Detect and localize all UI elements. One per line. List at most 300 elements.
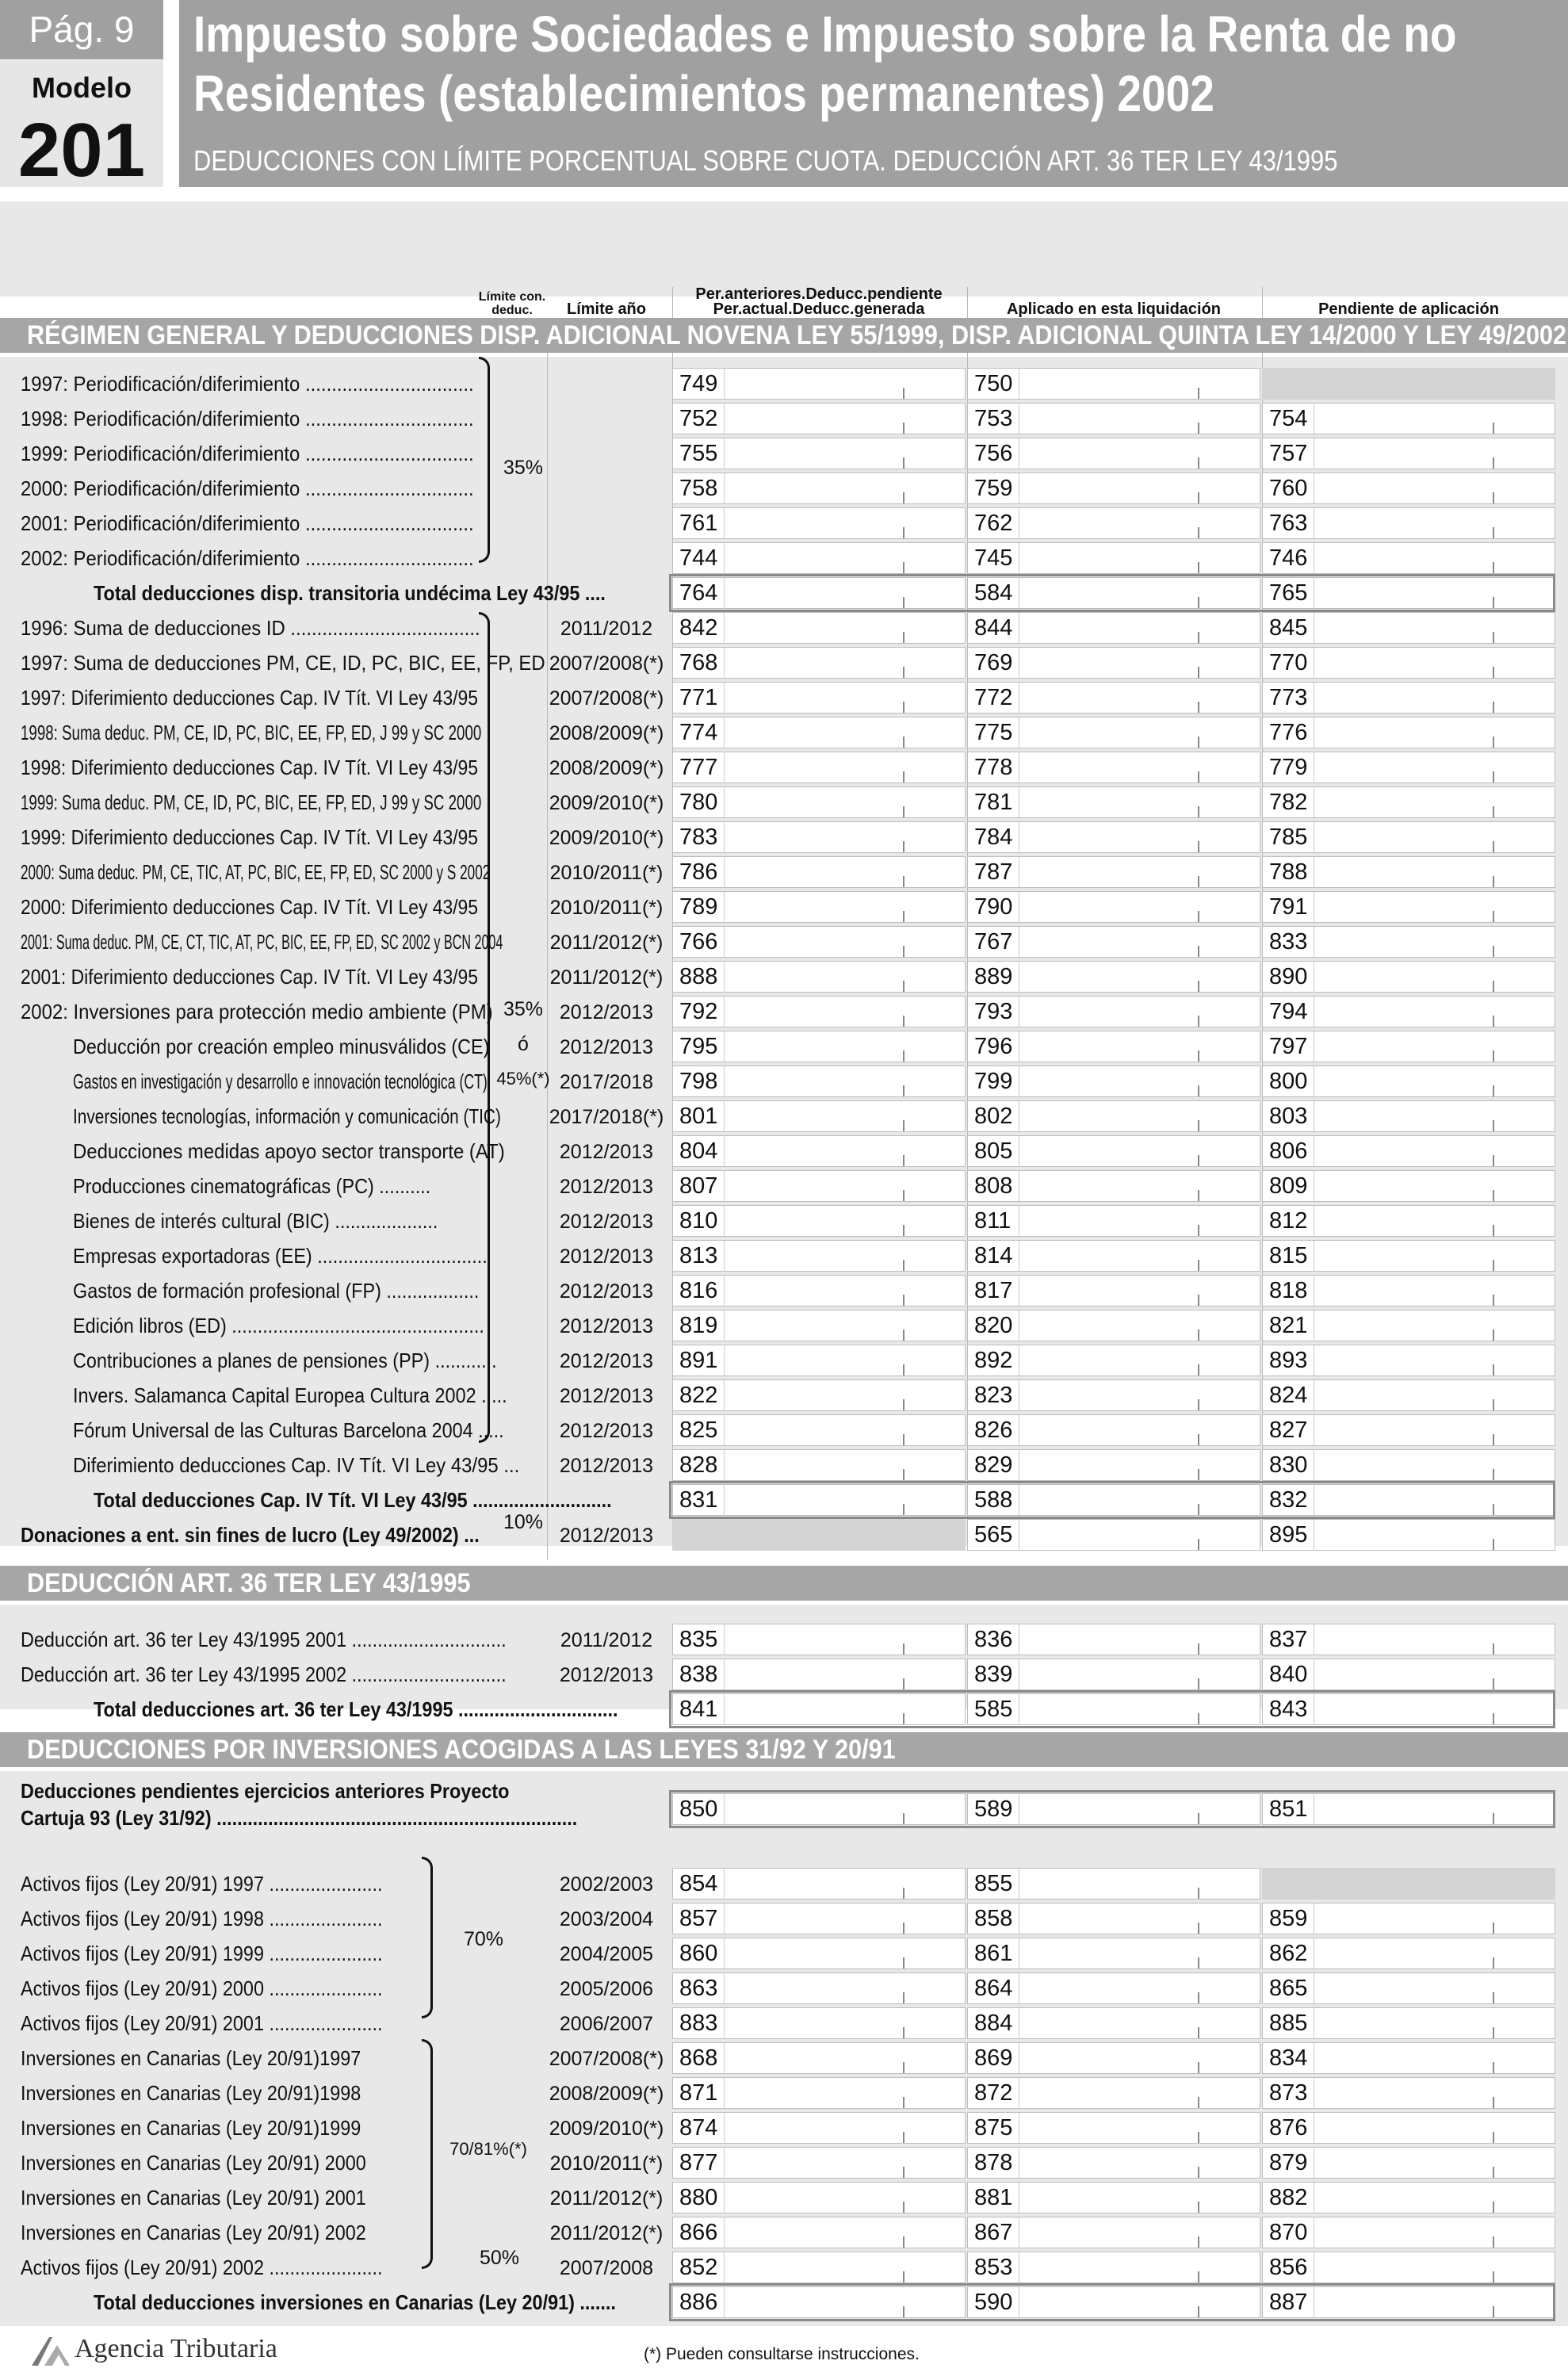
decimal-mark: [1493, 1364, 1494, 1375]
amount-field[interactable]: [1262, 2007, 1555, 2039]
decimal-mark: [1493, 1399, 1494, 1410]
amount-field[interactable]: [1262, 1205, 1555, 1237]
amount-field[interactable]: [672, 1414, 966, 1446]
amount-field[interactable]: [967, 1449, 1260, 1481]
decimal-mark: [1493, 1190, 1494, 1201]
box-code: 807: [679, 1173, 718, 1199]
amount-field[interactable]: [1262, 2252, 1555, 2283]
amount-field[interactable]: [672, 2042, 966, 2074]
amount-field[interactable]: [672, 821, 966, 853]
section-inversiones: DEDUCCIONES POR INVERSIONES ACOGIDAS A LAS LEYES 31/92 Y 20/91: [0, 1732, 1568, 1767]
amount-field[interactable]: [967, 1379, 1260, 1411]
box-code: 850: [679, 1796, 718, 1822]
amount-field[interactable]: [967, 1205, 1260, 1237]
decimal-mark: [1493, 1957, 1494, 1969]
box-code: 885: [1269, 2011, 1308, 2036]
box-code: 767: [974, 929, 1013, 955]
row-year: 2009/2010(*): [549, 792, 664, 814]
amount-field[interactable]: [967, 2007, 1260, 2039]
decimal-mark: [903, 492, 904, 503]
amount-field[interactable]: [967, 473, 1260, 504]
box-code: 857: [679, 1906, 718, 1931]
decimal-mark: [1198, 2097, 1199, 2108]
amount-field[interactable]: [1262, 1414, 1555, 1446]
decimal-mark: [1198, 1016, 1199, 1027]
disabled-cell: [1262, 368, 1555, 400]
amount-field[interactable]: [672, 2112, 966, 2144]
decimal-mark: [1493, 2132, 1494, 2143]
decimal-mark: [1198, 2062, 1199, 2073]
decimal-mark: [903, 1330, 904, 1341]
amount-field[interactable]: [967, 2042, 1260, 2074]
decimal-mark: [1198, 1399, 1199, 1410]
box-code: 838: [679, 1662, 718, 1687]
decimal-mark: [1493, 1155, 1494, 1166]
amount-field[interactable]: [1262, 2077, 1555, 2109]
box-code: 892: [974, 1348, 1013, 1373]
box-code: 785: [1269, 825, 1308, 850]
row-year: 2012/2013: [559, 1245, 654, 1268]
row-label: 1997: Periodificación/diferimiento ................................: [21, 372, 474, 396]
amount-field[interactable]: [1262, 786, 1555, 818]
amount-field[interactable]: [672, 1275, 966, 1307]
box-code: 866: [679, 2220, 718, 2245]
amount-field[interactable]: [967, 1135, 1260, 1167]
amount-field[interactable]: [1262, 821, 1555, 853]
amount-field[interactable]: [967, 1659, 1260, 1690]
page-subtitle: DEDUCCIONES CON LÍMITE PORCENTUAL SOBRE CUOTA. DEDUCCIÓN ART. 36 TER LEY 43/1995: [193, 144, 1338, 177]
amount-field[interactable]: [672, 1205, 966, 1237]
row-label: 1998: Periodificación/diferimiento ................................: [21, 407, 474, 430]
decimal-mark: [1493, 911, 1494, 922]
decimal-mark: [903, 911, 904, 922]
decimal-mark: [903, 1643, 904, 1655]
box-code: 818: [1269, 1278, 1308, 1303]
code-divider: [724, 438, 725, 469]
decimal-mark: [1198, 911, 1199, 922]
row-label: 2000: Suma deduc. PM, CE, TIC, AT, PC, BIC, EE, FP, ED, SC 2000 y S 2002: [21, 860, 491, 884]
box-code: 788: [1269, 859, 1308, 885]
box-code: 808: [974, 1173, 1013, 1199]
box-code: 588: [974, 1487, 1013, 1513]
amount-field[interactable]: [672, 2077, 966, 2109]
box-code: 873: [1269, 2080, 1308, 2106]
box-code: 829: [974, 1452, 1013, 1478]
amount-field[interactable]: [1262, 2112, 1555, 2144]
amount-field[interactable]: [1262, 2217, 1555, 2248]
box-code: 763: [1269, 511, 1308, 536]
amount-field[interactable]: [967, 1903, 1260, 1934]
box-code: 758: [679, 476, 718, 501]
decimal-mark: [1493, 946, 1494, 957]
decimal-mark: [903, 562, 904, 573]
amount-field[interactable]: [672, 2007, 966, 2039]
amount-field[interactable]: [1262, 961, 1555, 993]
amount-field[interactable]: [1262, 1100, 1555, 1132]
decimal-mark: [1198, 1539, 1199, 1550]
decimal-mark: [1493, 1295, 1494, 1306]
amount-field[interactable]: [1262, 1135, 1555, 1167]
decimal-mark: [1493, 1120, 1494, 1131]
row-year: 2012/2013: [559, 1036, 654, 1058]
amount-field[interactable]: [672, 1972, 966, 2004]
amount-field[interactable]: [967, 1345, 1260, 1376]
amount-field[interactable]: [672, 682, 966, 714]
code-divider: [724, 2043, 725, 2073]
box-code: 839: [974, 1662, 1013, 1687]
amount-field[interactable]: [967, 612, 1260, 644]
amount-field[interactable]: [672, 786, 966, 818]
amount-field[interactable]: [672, 2217, 966, 2248]
amount-field[interactable]: [1262, 752, 1555, 783]
amount-field[interactable]: [1262, 438, 1555, 469]
decimal-mark: [1198, 1295, 1199, 1306]
box-code: 851: [1269, 1796, 1308, 1822]
code-divider: [724, 1450, 725, 1480]
decimal-mark: [1198, 1050, 1199, 1062]
amount-field[interactable]: [967, 1938, 1260, 1969]
amount-field[interactable]: [672, 2147, 966, 2179]
amount-field[interactable]: [672, 926, 966, 958]
box-code: 775: [974, 720, 1013, 745]
amount-field[interactable]: [672, 403, 966, 434]
modelo-number: 201: [17, 108, 146, 193]
decimal-mark: [1198, 2027, 1199, 2038]
code-divider: [724, 1171, 725, 1201]
amount-field[interactable]: [967, 821, 1260, 853]
total-row-frame: [669, 1481, 1555, 1519]
row-label: 2002: Inversiones para protección medio ambiente (PM): [21, 1000, 493, 1023]
row-label: Activos fijos (Ley 20/91) 2002 ......................: [21, 2255, 383, 2279]
decimal-mark: [1493, 2271, 1494, 2282]
box-code: 863: [679, 1976, 718, 2001]
box-code: 781: [974, 790, 1013, 815]
amount-field[interactable]: [967, 2182, 1260, 2213]
box-code: 755: [679, 441, 718, 466]
amount-field[interactable]: [1262, 856, 1555, 888]
box-code: 833: [1269, 929, 1308, 955]
amount-field[interactable]: [1262, 996, 1555, 1027]
decimal-mark: [1198, 946, 1199, 957]
amount-field[interactable]: [967, 2252, 1260, 2283]
amount-field[interactable]: [967, 752, 1260, 783]
decimal-mark: [903, 1050, 904, 1062]
decimal-mark: [1198, 632, 1199, 643]
code-divider: [724, 997, 725, 1027]
amount-field[interactable]: [1262, 612, 1555, 644]
amount-field[interactable]: [1262, 2042, 1555, 2074]
box-code: 880: [679, 2185, 718, 2210]
box-code: 794: [1269, 999, 1308, 1024]
code-divider: [724, 1206, 725, 1236]
box-code: 842: [679, 615, 718, 641]
amount-field[interactable]: [967, 2077, 1260, 2109]
row-year: 2009/2010(*): [549, 827, 664, 849]
amount-field[interactable]: [967, 1519, 1260, 1551]
decimal-mark: [903, 2236, 904, 2248]
box-code: 744: [679, 545, 718, 571]
decimal-mark: [1198, 1120, 1199, 1131]
decimal-mark: [903, 2097, 904, 2108]
box-code: 770: [1269, 650, 1308, 675]
amount-field[interactable]: [1262, 2182, 1555, 2213]
box-code: 757: [1269, 441, 1308, 466]
amount-field[interactable]: [672, 1938, 966, 1969]
amount-field[interactable]: [1262, 682, 1555, 714]
amount-field[interactable]: [672, 2182, 966, 2213]
decimal-mark: [1198, 2202, 1199, 2213]
amount-field[interactable]: [967, 542, 1260, 574]
amount-field[interactable]: [967, 717, 1260, 748]
box-code: 813: [679, 1243, 718, 1268]
row-label: 1998: Diferimiento deducciones Cap. IV Tít. VI Ley 43/95: [21, 756, 479, 779]
amount-field[interactable]: [672, 1659, 966, 1690]
amount-field[interactable]: [1262, 473, 1555, 504]
col-pendiente: Pendiente de aplicación: [1318, 300, 1499, 318]
amount-field[interactable]: [672, 856, 966, 888]
row-label: Activos fijos (Ley 20/91) 1999 ......................: [21, 1942, 383, 1965]
amount-field[interactable]: [967, 1100, 1260, 1132]
decimal-mark: [1493, 423, 1494, 434]
row-label: Inversiones en Canarias (Ley 20/91) 2002: [21, 2221, 366, 2244]
box-code: 875: [974, 2115, 1013, 2141]
box-code: 826: [974, 1418, 1013, 1443]
decimal-mark: [1198, 841, 1199, 852]
amount-field[interactable]: [1262, 1379, 1555, 1411]
amount-field[interactable]: [1262, 1310, 1555, 1341]
amount-field[interactable]: [967, 1170, 1260, 1202]
amount-field[interactable]: [1262, 542, 1555, 574]
box-code: 759: [974, 476, 1013, 501]
decimal-mark: [1493, 632, 1494, 643]
amount-field[interactable]: [1262, 1938, 1555, 1969]
amount-field[interactable]: [672, 1100, 966, 1132]
box-code: 854: [679, 1871, 718, 1896]
amount-field[interactable]: [1262, 926, 1555, 958]
box-code: 769: [974, 650, 1013, 675]
box-code: 864: [974, 1976, 1013, 2001]
row-label: 1998: Suma deduc. PM, CE, ID, PC, BIC, EE, FP, ED, J 99 y SC 2000: [21, 721, 482, 744]
decimal-mark: [1493, 876, 1494, 887]
box-code: 774: [679, 720, 718, 745]
amount-field[interactable]: [672, 1449, 966, 1481]
brace-deducciones: [479, 612, 490, 1443]
amount-field[interactable]: [1262, 403, 1555, 434]
box-code: 804: [679, 1138, 718, 1164]
amount-field[interactable]: [672, 542, 966, 574]
decimal-mark: [903, 1085, 904, 1096]
box-code: 750: [974, 371, 1013, 396]
amount-field[interactable]: [672, 473, 966, 504]
row-year: 2008/2009(*): [549, 2083, 664, 2105]
amount-field[interactable]: [967, 961, 1260, 993]
amount-field[interactable]: [1262, 1170, 1555, 1202]
amount-field[interactable]: [672, 1170, 966, 1202]
box-code: 890: [1269, 964, 1308, 989]
amount-field[interactable]: [672, 1903, 966, 1934]
decimal-mark: [1198, 737, 1199, 748]
box-code: 835: [679, 1627, 718, 1652]
amount-field[interactable]: [967, 403, 1260, 434]
decimal-mark: [1198, 562, 1199, 573]
amount-field[interactable]: [1262, 1972, 1555, 2004]
amount-field[interactable]: [672, 1868, 966, 1900]
decimal-mark: [1198, 981, 1199, 992]
amount-field[interactable]: [672, 1240, 966, 1272]
amount-field[interactable]: [967, 891, 1260, 923]
amount-field[interactable]: [1262, 1240, 1555, 1272]
decimal-mark: [1493, 771, 1494, 782]
amount-field[interactable]: [672, 1345, 966, 1376]
amount-field[interactable]: [967, 1414, 1260, 1446]
amount-field[interactable]: [1262, 2147, 1555, 2179]
decimal-mark: [1198, 1225, 1199, 1236]
amount-field[interactable]: [672, 891, 966, 923]
amount-field[interactable]: [967, 996, 1260, 1027]
decimal-mark: [1493, 2062, 1494, 2073]
amount-field[interactable]: [967, 682, 1260, 714]
box-code: 746: [1269, 545, 1308, 571]
amount-field[interactable]: [1262, 1275, 1555, 1307]
decimal-mark: [903, 1469, 904, 1480]
amount-field[interactable]: [672, 1379, 966, 1411]
amount-field[interactable]: [672, 507, 966, 539]
decimal-mark: [1493, 492, 1494, 503]
row-label: 1999: Suma deduc. PM, CE, ID, PC, BIC, EE, FP, ED, J 99 y SC 2000: [21, 790, 482, 814]
box-code: 828: [679, 1452, 718, 1478]
amount-field[interactable]: [672, 368, 966, 400]
amount-field[interactable]: [967, 2217, 1260, 2248]
amount-field[interactable]: [967, 1240, 1260, 1272]
amount-field[interactable]: [1262, 1031, 1555, 1062]
amount-field[interactable]: [967, 1310, 1260, 1341]
row-year: 2010/2011(*): [549, 862, 664, 884]
amount-field[interactable]: [967, 786, 1260, 818]
amount-field[interactable]: [1262, 891, 1555, 923]
amount-field[interactable]: [1262, 717, 1555, 748]
amount-field[interactable]: [1262, 1624, 1555, 1655]
decimal-mark: [1198, 1992, 1199, 2003]
row-year: 2006/2007: [559, 2013, 654, 2035]
amount-field[interactable]: [1262, 507, 1555, 539]
amount-field[interactable]: [967, 1066, 1260, 1097]
box-code: 801: [679, 1104, 718, 1129]
box-code: 803: [1269, 1104, 1308, 1129]
row-year: 2005/2006: [559, 1978, 654, 2000]
amount-field[interactable]: [967, 856, 1260, 888]
box-code: 812: [1269, 1208, 1308, 1234]
decimal-mark: [1198, 492, 1199, 503]
code-divider: [724, 1903, 725, 1934]
amount-field[interactable]: [967, 2112, 1260, 2144]
row-label: Inversiones en Canarias (Ley 20/91)1998: [21, 2081, 361, 2105]
box-code: 841: [679, 1697, 718, 1722]
box-code: 776: [1269, 720, 1308, 745]
row-year: 2012/2013: [559, 1350, 654, 1372]
amount-field[interactable]: [967, 1031, 1260, 1062]
decimal-mark: [1493, 981, 1494, 992]
box-code: 844: [974, 615, 1013, 641]
amount-field[interactable]: [1262, 1903, 1555, 1934]
box-code: 852: [679, 2255, 718, 2280]
amount-field[interactable]: [1262, 647, 1555, 679]
amount-field[interactable]: [672, 438, 966, 469]
box-code: 791: [1269, 894, 1308, 920]
amount-field[interactable]: [1262, 1449, 1555, 1481]
amount-field[interactable]: [672, 612, 966, 644]
box-code: 853: [974, 2255, 1013, 2280]
amount-field[interactable]: [967, 926, 1260, 958]
box-code: 784: [974, 825, 1013, 850]
amount-field[interactable]: [1262, 1066, 1555, 1097]
amount-field[interactable]: [967, 1624, 1260, 1655]
box-code: 870: [1269, 2220, 1308, 2245]
decimal-mark: [1198, 806, 1199, 817]
amount-field[interactable]: [672, 1066, 966, 1097]
col-limite-ano: Límite año: [566, 300, 646, 318]
amount-field[interactable]: [672, 1031, 966, 1062]
code-divider: [724, 1276, 725, 1306]
row-year: 2008/2009(*): [549, 722, 664, 744]
amount-field[interactable]: [672, 1135, 966, 1167]
row-year: 2007/2008(*): [549, 687, 664, 710]
amount-field[interactable]: [967, 1972, 1260, 2004]
decimal-mark: [1198, 1888, 1199, 1899]
box-code: 795: [679, 1034, 718, 1059]
code-divider: [724, 2113, 725, 2143]
row-label: Inversiones en Canarias (Ley 20/91) 2000: [21, 2151, 366, 2175]
decimal-mark: [1493, 527, 1494, 538]
amount-field[interactable]: [967, 507, 1260, 539]
amount-field[interactable]: [967, 2147, 1260, 2179]
amount-field[interactable]: [967, 1868, 1260, 1900]
box-code: 879: [1269, 2150, 1308, 2175]
amount-field[interactable]: [1262, 1519, 1555, 1551]
decimal-mark: [1198, 667, 1199, 678]
amount-field[interactable]: [967, 1275, 1260, 1307]
box-code: 771: [679, 685, 718, 710]
code-divider: [724, 1031, 725, 1062]
amount-field[interactable]: [1262, 1659, 1555, 1690]
amount-field[interactable]: [967, 647, 1260, 679]
amount-field[interactable]: [672, 717, 966, 748]
box-code: 855: [974, 1871, 1013, 1896]
amount-field[interactable]: [1262, 1345, 1555, 1376]
amount-field[interactable]: [672, 2252, 966, 2283]
amount-field[interactable]: [672, 1624, 966, 1655]
code-divider: [724, 1345, 725, 1375]
decimal-mark: [1198, 1190, 1199, 1201]
decimal-mark: [903, 876, 904, 887]
amount-field[interactable]: [672, 996, 966, 1027]
amount-field[interactable]: [672, 1310, 966, 1341]
box-code: 817: [974, 1278, 1013, 1303]
amount-field[interactable]: [967, 368, 1260, 400]
decimal-mark: [1198, 423, 1199, 434]
amount-field[interactable]: [967, 438, 1260, 469]
amount-field[interactable]: [672, 961, 966, 993]
decimal-mark: [1198, 1469, 1199, 1480]
box-code: 779: [1269, 755, 1308, 780]
amount-field[interactable]: [672, 647, 966, 679]
box-code: 799: [974, 1069, 1013, 1094]
code-divider: [724, 1624, 725, 1655]
decimal-mark: [903, 1260, 904, 1271]
decimal-mark: [1198, 1085, 1199, 1096]
decimal-mark: [1198, 2132, 1199, 2143]
row-year: 2017/2018: [559, 1071, 654, 1093]
amount-field[interactable]: [672, 752, 966, 783]
